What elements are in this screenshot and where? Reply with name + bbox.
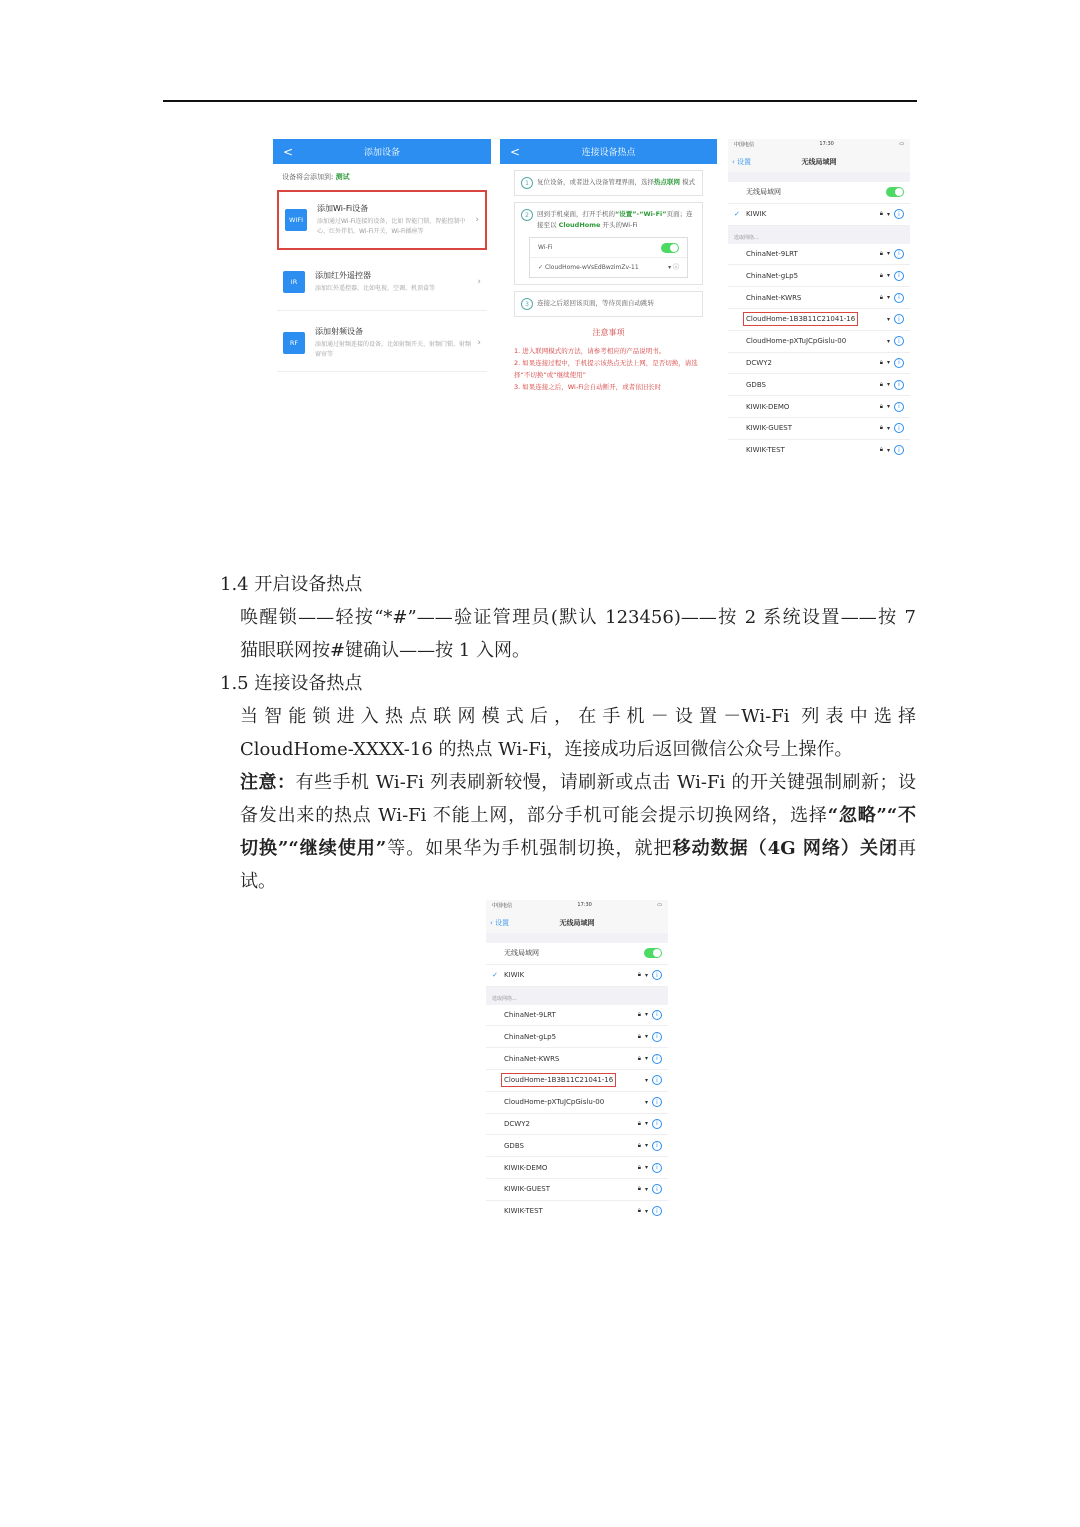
info-icon[interactable]: i: [652, 1206, 662, 1216]
network-row[interactable]: [486, 1005, 668, 1027]
info-icon[interactable]: i: [652, 1075, 662, 1085]
network-row[interactable]: [486, 1114, 668, 1136]
toggle-label: 无线局域网: [746, 188, 781, 197]
network-name: KIWIK-TEST: [746, 446, 785, 455]
wifi-signal-icon: ▾: [644, 1055, 648, 1063]
network-name: GDBS: [746, 380, 766, 389]
network-name: ChinaNet-gLp5: [504, 1032, 557, 1041]
mini-wifi-panel: Wi-Fi ✓ CloudHome-wVsEdBwzimZv-11 ▾ ⓘ: [529, 237, 688, 278]
note-bold: 移动数据（4G 网络）关闭: [672, 838, 898, 859]
network-name: CloudHome-pXTuJCpGislu-00: [504, 1098, 605, 1107]
info-icon[interactable]: i: [894, 380, 904, 390]
info-icon[interactable]: i: [652, 1184, 662, 1194]
screenshot-connect-hotspot: [500, 139, 717, 461]
step-number-icon: 2: [521, 209, 533, 221]
note-text: 等。如果华为手机强制切换，就把: [386, 838, 673, 859]
battery-icon: ▭: [899, 141, 904, 147]
option-title: 添加红外遥控器: [315, 271, 371, 280]
option-desc: 添加通过Wi-Fi连接的设备，比如 智能门锁、智能控制中心、红外伴侣、Wi-Fi开关、Wi-Fi插座等: [317, 218, 466, 235]
wifi-toggle[interactable]: [886, 187, 904, 197]
network-name: CloudHome-1B3B11C21041-16: [743, 312, 858, 326]
paragraph-line: 试。: [240, 871, 276, 892]
wifi-signal-icon: ▾: [886, 403, 890, 411]
network-name: DCWY2: [504, 1119, 530, 1128]
add-device-option[interactable]: [277, 190, 487, 250]
info-icon[interactable]: i: [652, 1141, 662, 1151]
wifi-signal-icon: ▾: [886, 337, 890, 345]
back-button[interactable]: ‹ 设置: [732, 158, 752, 166]
wifi-signal-icon: ▾: [886, 250, 890, 258]
back-label: 设置: [495, 919, 510, 927]
notice-item: 3. 如果连接之后，Wi-Fi会自动断开，或者依旧长时: [514, 383, 662, 391]
lock-icon: 🔒︎: [879, 249, 883, 257]
note-bold: 切换”“继续使用”: [240, 838, 387, 859]
nav-title: 添加设备: [363, 148, 400, 158]
note-text: 再: [898, 838, 916, 859]
paragraph-line: [220, 832, 916, 865]
info-icon[interactable]: i: [894, 358, 904, 368]
toggle-label: 无线局域网: [504, 949, 539, 958]
lock-icon: 🔒︎: [637, 1207, 641, 1215]
check-icon: ✓: [734, 210, 740, 219]
screenshot-add-device: [273, 139, 491, 461]
option-title: 添加射频设备: [315, 327, 363, 336]
carrier: 中国电信: [492, 903, 513, 909]
lock-icon: 🔒︎: [637, 1010, 641, 1018]
network-row[interactable]: [728, 418, 910, 440]
network-name: CloudHome-1B3B11C21041-16: [501, 1073, 616, 1087]
network-row[interactable]: [728, 440, 910, 461]
network-name: ChinaNet-gLp5: [746, 271, 799, 280]
note-text: 备发出来的热点 Wi-Fi 不能上网，部分手机可能会提示切换网络，选择: [240, 805, 828, 826]
wifi-signal-icon: ▾: [886, 381, 890, 389]
info-icon[interactable]: i: [894, 209, 904, 219]
notice-title: 注意事项: [592, 328, 625, 337]
status-bar: [486, 900, 668, 913]
wifi-signal-icon: ▾: [644, 1098, 648, 1106]
step-1: [514, 170, 703, 196]
lock-icon: 🔒︎: [637, 1119, 641, 1127]
back-icon[interactable]: <: [510, 144, 521, 159]
lock-icon: 🔒︎: [879, 210, 883, 218]
lock-icon: 🔒︎: [879, 271, 883, 279]
info-icon[interactable]: i: [652, 1054, 662, 1064]
carrier: 中国电信: [734, 142, 755, 148]
network-name: KIWIK-DEMO: [746, 402, 790, 411]
step-highlight: CloudHome: [558, 221, 601, 229]
battery-icon: ▭: [657, 902, 662, 908]
section-heading-1-4: 1.4 开启设备热点: [220, 574, 363, 595]
network-row[interactable]: [486, 1070, 668, 1092]
wifi-signal-icon: ▾: [886, 315, 890, 323]
network-row[interactable]: [486, 1157, 668, 1179]
section-label: 选取网络...: [734, 234, 759, 241]
network-row[interactable]: [728, 309, 910, 331]
step-highlight: “设置”-“Wi-Fi”: [615, 210, 667, 218]
info-icon[interactable]: i: [894, 445, 904, 455]
section-heading-1-5: 1.5 连接设备热点: [220, 673, 363, 694]
network-name: ChinaNet-9LRT: [504, 1010, 556, 1019]
wifi-toggle-row: [486, 943, 668, 965]
lock-icon: 🔒︎: [879, 424, 883, 432]
step-text: 模式: [682, 178, 696, 186]
lock-icon: 🔒︎: [637, 971, 641, 979]
chevron-right-icon: ›: [475, 215, 479, 225]
network-name: KIWIK-GUEST: [746, 424, 792, 433]
network-row[interactable]: [486, 1179, 668, 1201]
wifi-signal-icon: ▾: [886, 294, 890, 302]
info-icon[interactable]: i: [894, 423, 904, 433]
nav-bar: [728, 152, 910, 172]
wifi-info-icon: ▾ ⓘ: [668, 264, 679, 271]
paragraph-line: CloudHome-XXXX-16 的热点 Wi-Fi，连接成功后返回微信公众号上操作。: [240, 739, 853, 760]
step-text: 回到手机桌面，打开手机的: [537, 210, 615, 218]
network-row[interactable]: [728, 374, 910, 396]
add-device-option[interactable]: [277, 254, 487, 311]
screenshot-wifi-list: [728, 139, 910, 461]
wifi-toggle[interactable]: [644, 948, 662, 958]
lock-icon: 🔒︎: [879, 358, 883, 366]
lock-icon: 🔒︎: [879, 380, 883, 388]
lock-icon: 🔒︎: [637, 1054, 641, 1062]
body-text: [220, 568, 916, 898]
back-icon[interactable]: <: [283, 144, 294, 159]
dest-value: 测试: [335, 173, 350, 181]
device-type-icon: WIFI: [285, 209, 307, 231]
info-icon[interactable]: i: [894, 314, 904, 324]
info-icon[interactable]: i: [652, 1163, 662, 1173]
step-text: 页面；连接至以: [537, 210, 693, 229]
step-text: 复位设备，或者进入设备管理界面，选择: [537, 178, 654, 186]
wifi-signal-icon: ▾: [644, 1185, 648, 1193]
network-name: ChinaNet-KWRS: [504, 1054, 560, 1063]
network-name: CloudHome-pXTuJCpGislu-00: [746, 337, 847, 346]
connected-network[interactable]: [486, 965, 668, 987]
network-row[interactable]: [486, 1135, 668, 1157]
note-text: 有些手机 Wi-Fi 列表刷新较慢，请刷新或点击 Wi-Fi 的开关键强制刷新；设: [295, 772, 916, 793]
option-desc: 添加通过射频连接的设备，比如射频开关、射频门锁、射频窗帘等: [315, 341, 472, 358]
paragraph-line: 猫眼联网按#键确认——按 1 入网。: [240, 640, 530, 661]
section-label: 选取网络...: [492, 995, 517, 1002]
step-text: 连接之后返回该页面，等待页面自动跳转: [537, 299, 654, 307]
nav-bar: [486, 913, 668, 933]
wifi-signal-icon: ▾: [886, 359, 890, 367]
lock-icon: 🔒︎: [637, 1163, 641, 1171]
step-number-icon: 3: [521, 298, 533, 310]
back-label: 设置: [737, 158, 752, 166]
network-row[interactable]: [728, 265, 910, 287]
info-icon[interactable]: i: [894, 336, 904, 346]
chevron-right-icon: ›: [477, 277, 481, 287]
network-row[interactable]: [728, 396, 910, 418]
destination: [273, 164, 491, 190]
network-name: DCWY2: [746, 358, 772, 367]
wifi-signal-icon: ▾: [644, 1142, 648, 1150]
notice-item: 1. 进入联网模式的方法，请参考相应的产品说明书。: [514, 347, 666, 355]
wifi-signal-icon: ▾: [886, 210, 890, 218]
header-rule: [163, 100, 917, 102]
network-row[interactable]: [486, 1201, 668, 1222]
option-desc: 添加红外遥控器，比如电视、空调、机顶盒等: [315, 285, 436, 292]
nav-bar: [500, 139, 717, 164]
step-3: [514, 291, 703, 317]
notice-item: 2. 如果连接过程中，手机提示该热点无法上网，是否切换，请选择“不切换”或“继续使用”: [514, 359, 698, 379]
network-row[interactable]: [728, 244, 910, 266]
paragraph-line: 唤醒锁——轻按“*#”——验证管理员(默认 123456)——按 2 系统设置——按 7: [240, 607, 916, 628]
nav-title: 连接设备热点: [581, 148, 636, 158]
paragraph-line: [220, 766, 916, 799]
network-name: KIWIK-TEST: [504, 1207, 543, 1216]
step-number-icon: 1: [521, 177, 533, 189]
clock: 17:30: [577, 902, 592, 908]
lock-icon: 🔒︎: [637, 1032, 641, 1040]
note-bold: “忽略”“不: [827, 805, 916, 826]
info-icon[interactable]: i: [652, 970, 662, 980]
network-name: KIWIK-DEMO: [504, 1163, 548, 1172]
wifi-signal-icon: ▾: [644, 1120, 648, 1128]
network-row[interactable]: [486, 1026, 668, 1048]
note-label: 注意：: [240, 772, 296, 793]
option-title: 添加Wi-Fi设备: [317, 204, 369, 213]
nav-title: 无线局域网: [801, 158, 837, 166]
lock-icon: 🔒︎: [879, 446, 883, 454]
network-row[interactable]: [728, 331, 910, 353]
nav-title: 无线局域网: [559, 919, 595, 927]
mini-wifi-label: Wi-Fi: [538, 244, 553, 251]
network-row[interactable]: [728, 353, 910, 375]
network-name: KIWIK: [504, 971, 525, 980]
device-type-icon: RF: [283, 332, 305, 354]
check-icon: ✓: [492, 971, 498, 980]
network-row[interactable]: [486, 1092, 668, 1114]
paragraph-line: [220, 799, 916, 832]
wifi-signal-icon: ▾: [644, 1011, 648, 1019]
info-icon[interactable]: i: [894, 249, 904, 259]
status-bar: [728, 139, 910, 152]
network-name: ChinaNet-9LRT: [746, 249, 798, 258]
info-icon[interactable]: i: [652, 1097, 662, 1107]
toggle-switch: [661, 243, 679, 253]
chevron-right-icon: ›: [477, 338, 481, 348]
step-2: [514, 202, 703, 285]
info-icon[interactable]: i: [652, 1010, 662, 1020]
wifi-signal-icon: ▾: [886, 272, 890, 280]
wifi-signal-icon: ▾: [886, 446, 890, 454]
network-row[interactable]: [728, 287, 910, 309]
notice-section: [500, 327, 717, 393]
wifi-signal-icon: ▾: [644, 1033, 648, 1041]
device-type-icon: IR: [283, 271, 305, 293]
paragraph-line: 当智能锁进入热点联网模式后，在手机－设置－Wi-Fi 列表中选择: [240, 706, 916, 727]
step-highlight: 热点联网: [654, 178, 680, 186]
wifi-signal-icon: ▾: [644, 971, 648, 979]
wifi-signal-icon: ▾: [644, 1076, 648, 1084]
info-icon[interactable]: i: [894, 271, 904, 281]
network-name: GDBS: [504, 1141, 524, 1150]
nav-bar: [273, 139, 491, 164]
network-name: ChinaNet-KWRS: [746, 293, 802, 302]
lock-icon: 🔒︎: [879, 293, 883, 301]
network-name: KIWIK: [746, 210, 767, 219]
wifi-signal-icon: ▾: [644, 1164, 648, 1172]
info-icon[interactable]: i: [652, 1032, 662, 1042]
dest-label: 设备将会添加到:: [282, 173, 334, 181]
step-text: 开头的Wi-Fi: [602, 221, 638, 229]
wifi-signal-icon: ▾: [644, 1207, 648, 1215]
wifi-toggle-row: [728, 182, 910, 204]
back-button[interactable]: ‹ 设置: [490, 919, 510, 927]
network-row[interactable]: [486, 1048, 668, 1070]
lock-icon: 🔒︎: [879, 402, 883, 410]
add-device-option[interactable]: [277, 315, 487, 372]
connected-network[interactable]: [728, 204, 910, 226]
wifi-signal-icon: ▾: [886, 424, 890, 432]
info-icon[interactable]: i: [894, 402, 904, 412]
network-name: KIWIK-GUEST: [504, 1185, 550, 1194]
info-icon[interactable]: i: [894, 293, 904, 303]
mini-network-name: CloudHome-wVsEdBwzimZv-11: [544, 264, 639, 271]
lock-icon: 🔒︎: [637, 1141, 641, 1149]
screenshot-wifi-list-2: [486, 900, 668, 1222]
info-icon[interactable]: i: [652, 1119, 662, 1129]
lock-icon: 🔒︎: [637, 1185, 641, 1193]
clock: 17:30: [819, 141, 834, 147]
